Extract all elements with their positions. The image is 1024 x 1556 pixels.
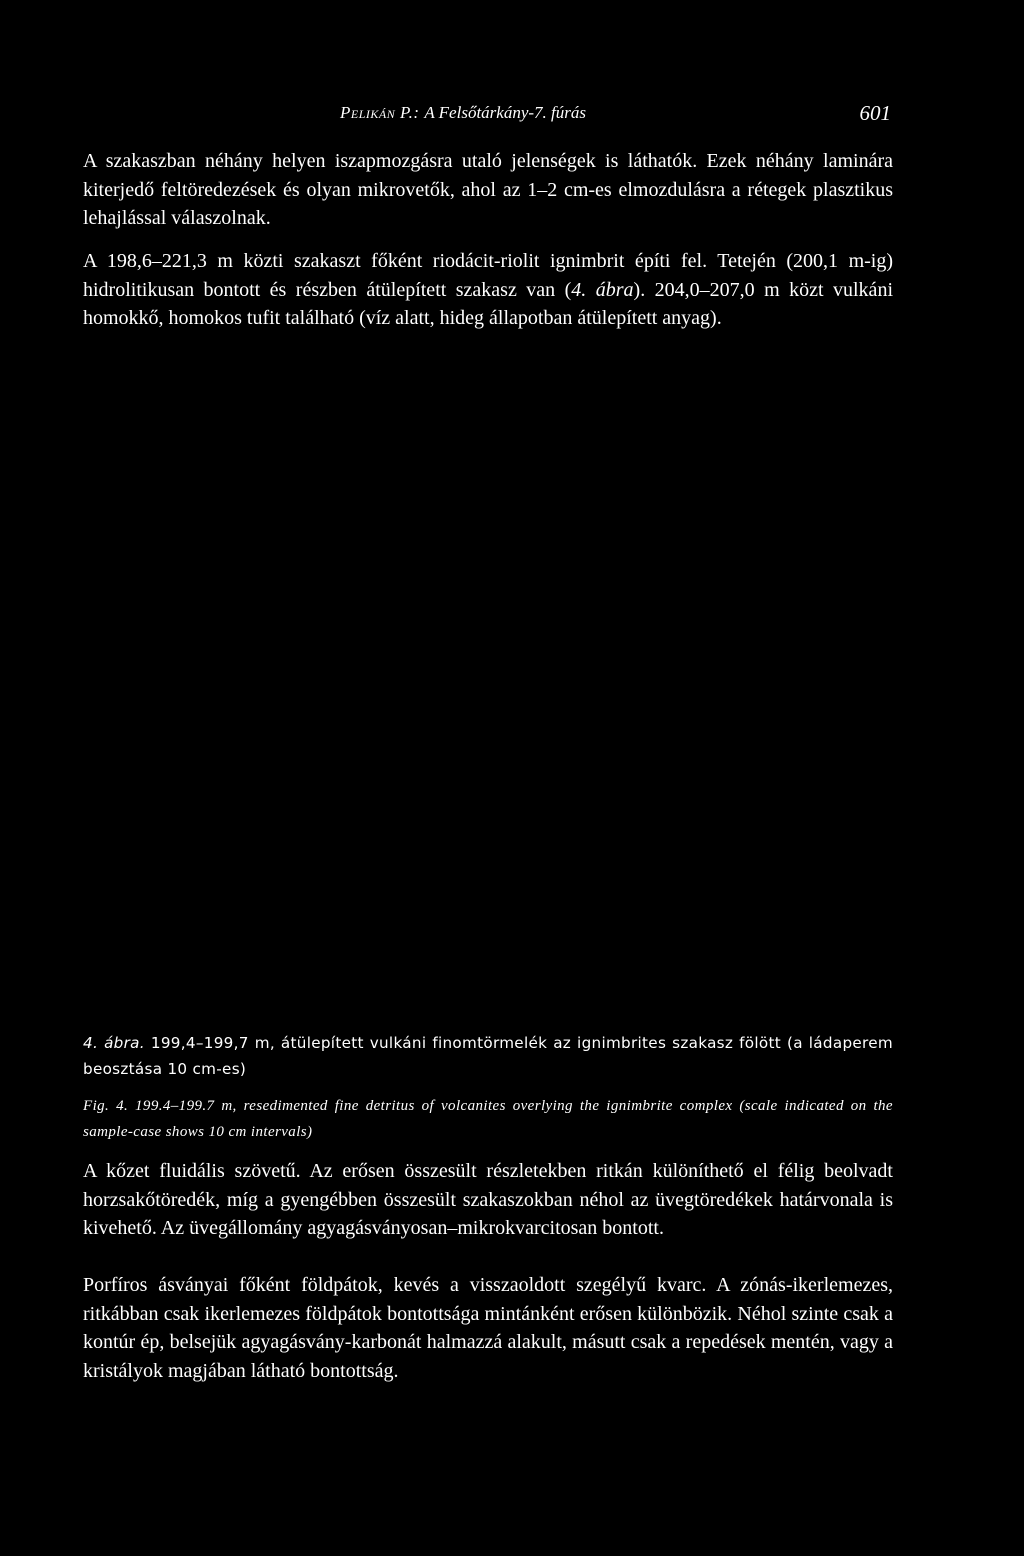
figure-photo xyxy=(83,380,893,1010)
figure-caption-label: 4. ábra. xyxy=(83,1034,145,1052)
paragraph-2-part-a: A 198,6–221,3 m közti szakaszt főként riodácit-riolit ignimbrit építi fel. Tetején (200,1 m-ig) hidrolitikusan bontott és részben átülepített szakasz van ( xyxy=(83,250,893,301)
paragraph-3: A kőzet fluidális szövetű. Az erősen összesült részletekben ritkán különíthető el félig beolvadt horzsakőtöredék, míg a gyengébben összesült szakaszokban néhol az üvegtöredékek határvonala is kivehető. Az üvegállomány agyagásványosan–mikrokvarcitosan bontott. xyxy=(83,1160,893,1239)
header-author-suffix: P.: xyxy=(395,103,425,122)
header-title: A Felsőtárkány-7. fúrás xyxy=(424,103,586,122)
paragraph-2 xyxy=(83,247,893,333)
paragraph-4: Porfíros ásványai főként földpátok, kevés a visszaoldott szegélyű kvarc. A zónás-ikerlemezes, ritkábban csak ikerlemezes földpátok bontottsága mintánként erősen különbözik. Néhol szinte csak a kontúr ép, belsejük agyagásvány-karbonát halmazzá alakult, másutt csak a repedések mentén, vagy a kristályok magjában látható bontottság. xyxy=(83,1274,893,1382)
figure-caption-english: Fig. 4. 199.4–199.7 m, resedimented fine detritus of volcanites overlying the ignimbrite complex (scale indicated on the sample-case shows 10 cm intervals) xyxy=(83,1098,893,1140)
header-author xyxy=(340,103,424,122)
page-number: 601 xyxy=(859,101,891,125)
figure-caption-text: 199,4–199,7 m, átülepített vulkáni finomtörmelék az ignimbrites szakasz fölött (a ládaperem beosztása 10 cm-es) xyxy=(83,1034,893,1078)
header-author-name: Pelikán xyxy=(340,103,396,122)
paragraph-1: A szakaszban néhány helyen iszapmozgásra utaló jelenségek is láthatók. Ezek néhány laminára kiterjedő feltöredezések és olyan mikrovetők, ahol az 1–2 cm-es elmozdulásra a rétegek plasztikus lehajlással válaszolnak. xyxy=(83,150,893,229)
running-header xyxy=(340,103,893,129)
figure-caption-hungarian xyxy=(83,1030,893,1082)
paragraph-2-part-b: ). 204,0–207,0 m közt vulkáni homokkő, homokos tufit található (víz alatt, hideg állapotban átülepített anyag). xyxy=(83,278,893,329)
figure-reference: 4. ábra xyxy=(571,278,634,301)
